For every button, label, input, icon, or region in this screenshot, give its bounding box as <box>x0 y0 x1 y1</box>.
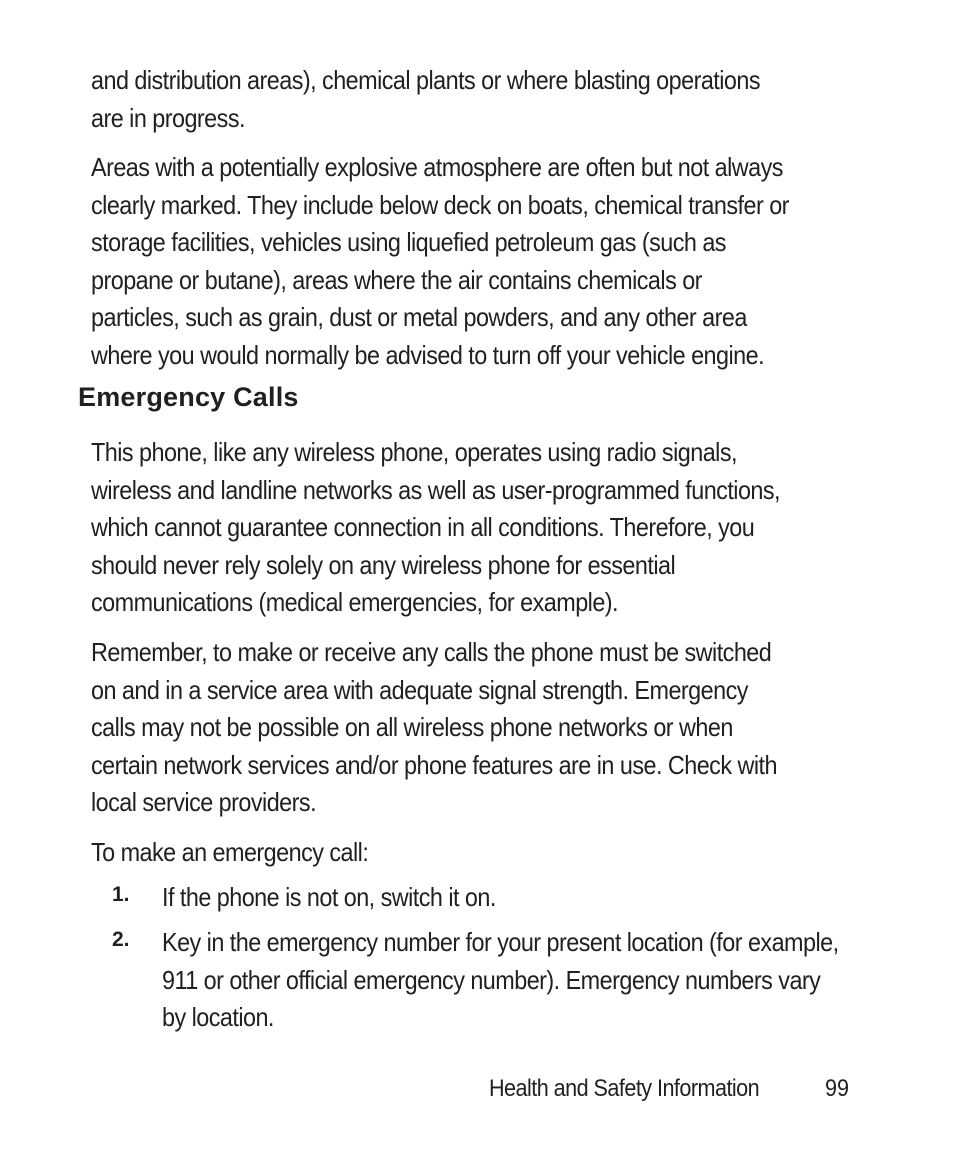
section-heading: Emergency Calls <box>78 382 299 412</box>
emergency-paragraph-1: This phone, like any wireless phone, operates using radio signals, wireless and landline networks as well as user-programmed functions, which cannot guarantee connection in all conditions. Therefore, you should never rely solely on any wireless phone for essential communications (medical emergencies, for example). <box>91 437 781 617</box>
footer-section-title: Health and Safety Information <box>489 1075 760 1102</box>
emergency-paragraph-2: Remember, to make or receive any calls the phone must be switched on and in a service area with adequate signal strength. Emergency calls may not be possible on all wireless phone networks or when certain network services and/or phone features are in use. Check with local service providers. <box>91 637 777 817</box>
footer-page-number: 99 <box>825 1075 850 1102</box>
step-number: 1. <box>112 883 130 906</box>
step-text: Key in the emergency number for your present location (for example, 911 or other official emergency number). Emergency numbers vary by location. <box>162 927 839 1032</box>
explosive-atmosphere-paragraph: Areas with a potentially explosive atmosphere are often but not always clearly marked. They include below deck on boats, chemical transfer or storage facilities, vehicles using liquefied petroleum gas (such as propane or butane), areas where the air contains chemicals or particles, such as grain, dust or metal powders, and any other area where you would normally be advised to turn off your vehicle engine. <box>91 152 789 370</box>
step-text: If the phone is not on, switch it on. <box>162 882 496 912</box>
intro-paragraph: and distribution areas), chemical plants or where blasting operations are in progress. <box>91 65 761 133</box>
steps-intro: To make an emergency call: <box>91 837 369 867</box>
step-number: 2. <box>112 928 130 951</box>
